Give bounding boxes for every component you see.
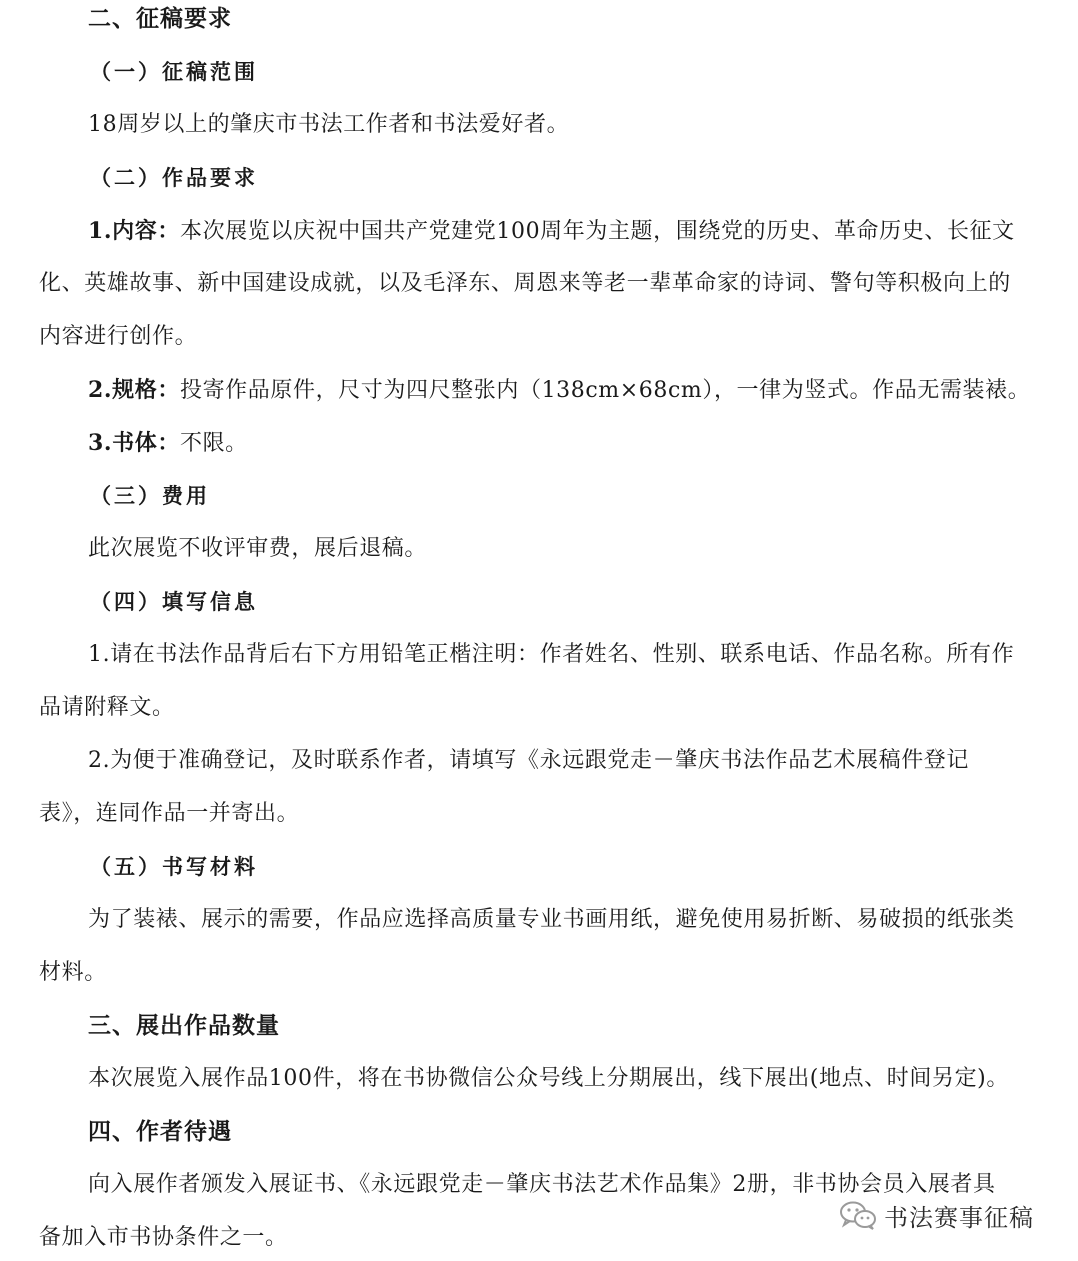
spec-label: 2.规格： (88, 377, 180, 403)
section-4-line-1: 向入展作者颁发入展证书、《永远跟党走－肇庆书法艺术作品集》2册，非书协会员入展者具 (88, 1172, 996, 1197)
section-2-3-title: （三）费用 (90, 483, 210, 508)
section-4-line-2: 备加入市书协条件之一。 (39, 1225, 288, 1250)
font-label: 3.书体： (88, 430, 180, 456)
content-text: 本次展览以庆祝中国共产党建党100周年为主题，围绕党的历史、革命历史、长征文 (179, 219, 1015, 244)
section-2-title: 二、征稿要求 (88, 5, 232, 32)
section-2-4-title: （四）填写信息 (90, 589, 258, 614)
section-2-5-title: （五）书写材料 (90, 854, 258, 879)
spec-text: 投寄作品原件，尺寸为四尺整张内（138cm×68cm），一律为竖式。作品无需装裱。 (179, 378, 1031, 403)
wechat-icon (838, 1199, 878, 1231)
content-paragraph-line-1 (88, 216, 1015, 247)
watermark (838, 1197, 1034, 1233)
watermark-text: 书法赛事征稿 (884, 1203, 1034, 1232)
section-2-1-title: （一）征稿范围 (90, 59, 258, 84)
content-paragraph-line-2: 化、英雄故事、新中国建设成就，以及毛泽东、周恩来等老一辈革命家的诗词、警句等积极向上的 (39, 271, 1011, 296)
section-3-text: 本次展览入展作品100件，将在书协微信公众号线上分期展出，线下展出(地点、时间另定)。 (88, 1066, 1009, 1091)
info-2-line-2: 表》，连同作品一并寄出。 (39, 801, 300, 826)
content-label: 1.内容： (88, 218, 180, 244)
materials-line-1: 为了装裱、展示的需要，作品应选择高质量专业书画用纸，避免使用易折断、易破损的纸张类 (88, 907, 1015, 932)
section-2-1-text: 18周岁以上的肇庆市书法工作者和书法爱好者。 (88, 112, 570, 137)
spec-paragraph (88, 375, 1030, 406)
section-3-title: 三、展出作品数量 (88, 1012, 280, 1039)
section-4-title: 四、作者待遇 (88, 1118, 232, 1145)
info-1-line-1: 1.请在书法作品背后右下方用铅笔正楷注明：作者姓名、性别、联系电话、作品名称。所有作 (88, 642, 1015, 667)
materials-line-2: 材料。 (39, 960, 107, 985)
font-paragraph (88, 428, 248, 459)
content-paragraph-line-3: 内容进行创作。 (39, 324, 198, 349)
section-2-2-title: （二）作品要求 (90, 165, 258, 190)
info-2-line-1: 2.为便于准确登记，及时联系作者，请填写《永远跟党走－肇庆书法作品艺术展稿件登记 (88, 748, 969, 773)
font-text: 不限。 (179, 431, 248, 456)
info-1-line-2: 品请附释文。 (39, 695, 175, 720)
section-2-3-text: 此次展览不收评审费，展后退稿。 (88, 536, 428, 561)
